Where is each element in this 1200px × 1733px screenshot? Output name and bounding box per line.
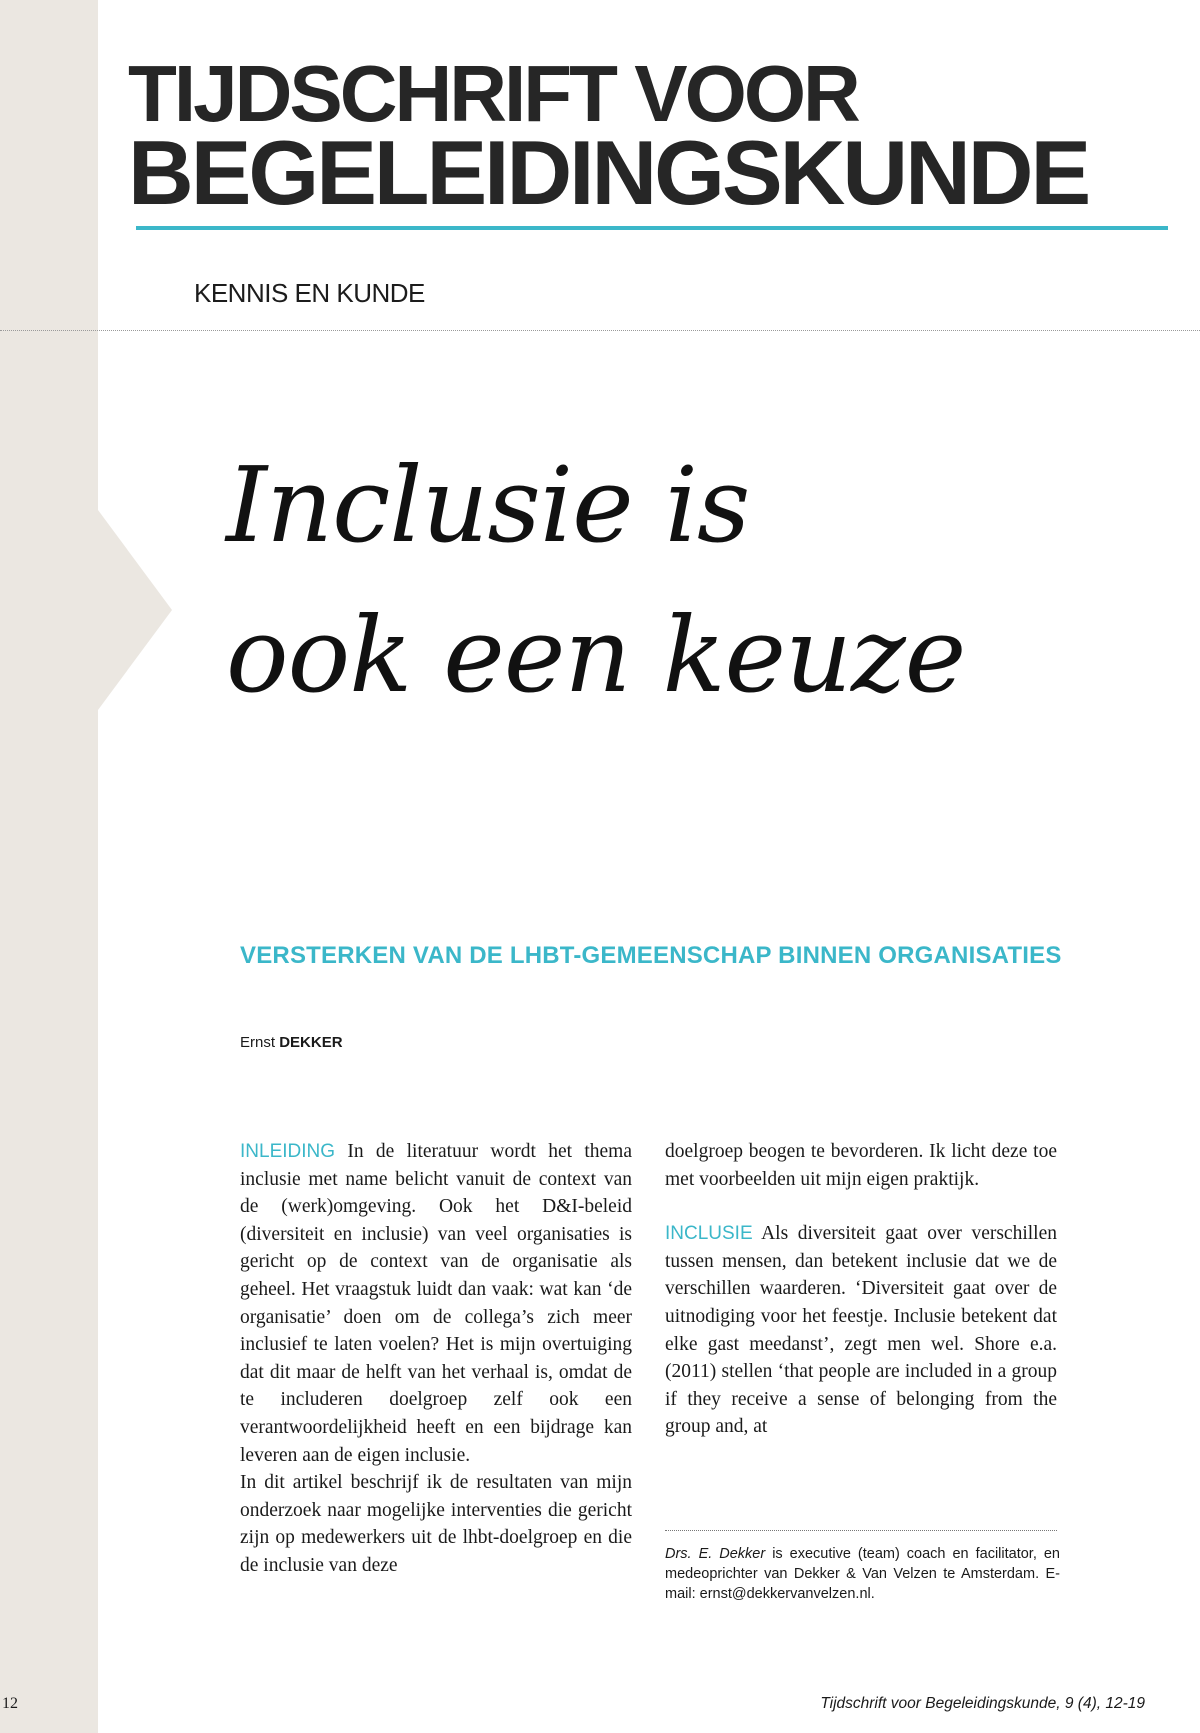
paragraph-text: doelgroep beogen te bevorderen. Ik licht deze toe met voorbeelden uit mijn eigen praktijk. <box>665 1141 1057 1190</box>
left-margin-band <box>0 0 98 1733</box>
author-byline <box>240 1034 343 1051</box>
chevron-decoration <box>98 510 172 710</box>
author-last-name: DEKKER <box>279 1034 343 1051</box>
article-subtitle: VERSTERKEN VAN DE LHBT-GEMEENSCHAP BINNEN ORGANISATIES <box>240 942 1062 969</box>
keyword-inclusie: INCLUSIE <box>665 1223 753 1245</box>
header-dotted-divider <box>0 330 1200 331</box>
journal-masthead <box>128 49 1178 224</box>
article-title <box>226 430 1126 730</box>
masthead-line-1: TIJDSCHRIFT VOOR <box>128 49 858 138</box>
footnote-divider <box>665 1530 1057 1531</box>
paragraph-inclusie <box>665 1220 1057 1441</box>
author-footnote <box>665 1544 1060 1604</box>
paragraph-inleiding <box>240 1138 632 1469</box>
section-label: KENNIS EN KUNDE <box>194 278 425 308</box>
page-number: 12 <box>2 1695 18 1712</box>
footnote-author-name: Drs. E. Dekker <box>665 1546 766 1562</box>
title-line-1: Inclusie is <box>226 444 750 566</box>
running-footer: Tijdschrift voor Begeleidingskunde, 9 (4), 12-19 <box>820 1695 1145 1712</box>
title-line-2: ook een keuze <box>226 594 966 716</box>
paragraph-text: In de literatuur wordt het thema inclusie met name belicht vanuit de context van de (werk)omgeving. Ook het D&I-beleid (diversiteit en inclusie) van veel organisaties is gericht op de context van de organisatie als geheel. Het vraagstuk luidt dan vaak: wat kan ‘de organisatie’ doen om de collega’s zich meer inclusief te laten voelen? Het is mijn overtuiging dat dit maar de helft van het verhaal is, omdat de te includeren doelgroep zelf ook een verantwoordelijkheid heeft en een bijdrage kan leveren aan de eigen inclusie. <box>240 1141 632 1466</box>
paragraph-text: In dit artikel beschrijf ik de resultaten van mijn onderzoek naar mogelijke interventies die gericht zijn op medewerkers uit de lhbt-doelgroep en die de inclusie van deze <box>240 1472 632 1576</box>
author-first-name: Ernst <box>240 1034 276 1051</box>
paragraph-text: Als diversiteit gaat over verschillen tussen mensen, dan betekent inclusie dat we de verschillen waarderen. ‘Diversiteit gaat over de uitnodiging voor het feestje. Inclusie betekent dat elke gast meedanst’, zegt men wel. Shore e.a. (2011) stellen ‘that people are included in a group if they receive a sense of belonging from the group and, at <box>665 1223 1057 1438</box>
masthead-line-2: BEGELEIDINGSKUNDE <box>128 123 1089 224</box>
body-column-right <box>665 1138 1057 1441</box>
paragraph-continued <box>665 1138 1057 1193</box>
body-column-left <box>240 1138 632 1580</box>
paragraph-artikel <box>240 1469 632 1579</box>
masthead-accent-rule <box>136 226 1168 230</box>
footnote-text: is executive (team) coach en facilitator, en medeoprichter van Dekker & Van Velzen te Amsterdam. E-mail: ernst@dekkervanvelzen.nl. <box>665 1546 1060 1602</box>
keyword-inleiding: INLEIDING <box>240 1141 336 1162</box>
